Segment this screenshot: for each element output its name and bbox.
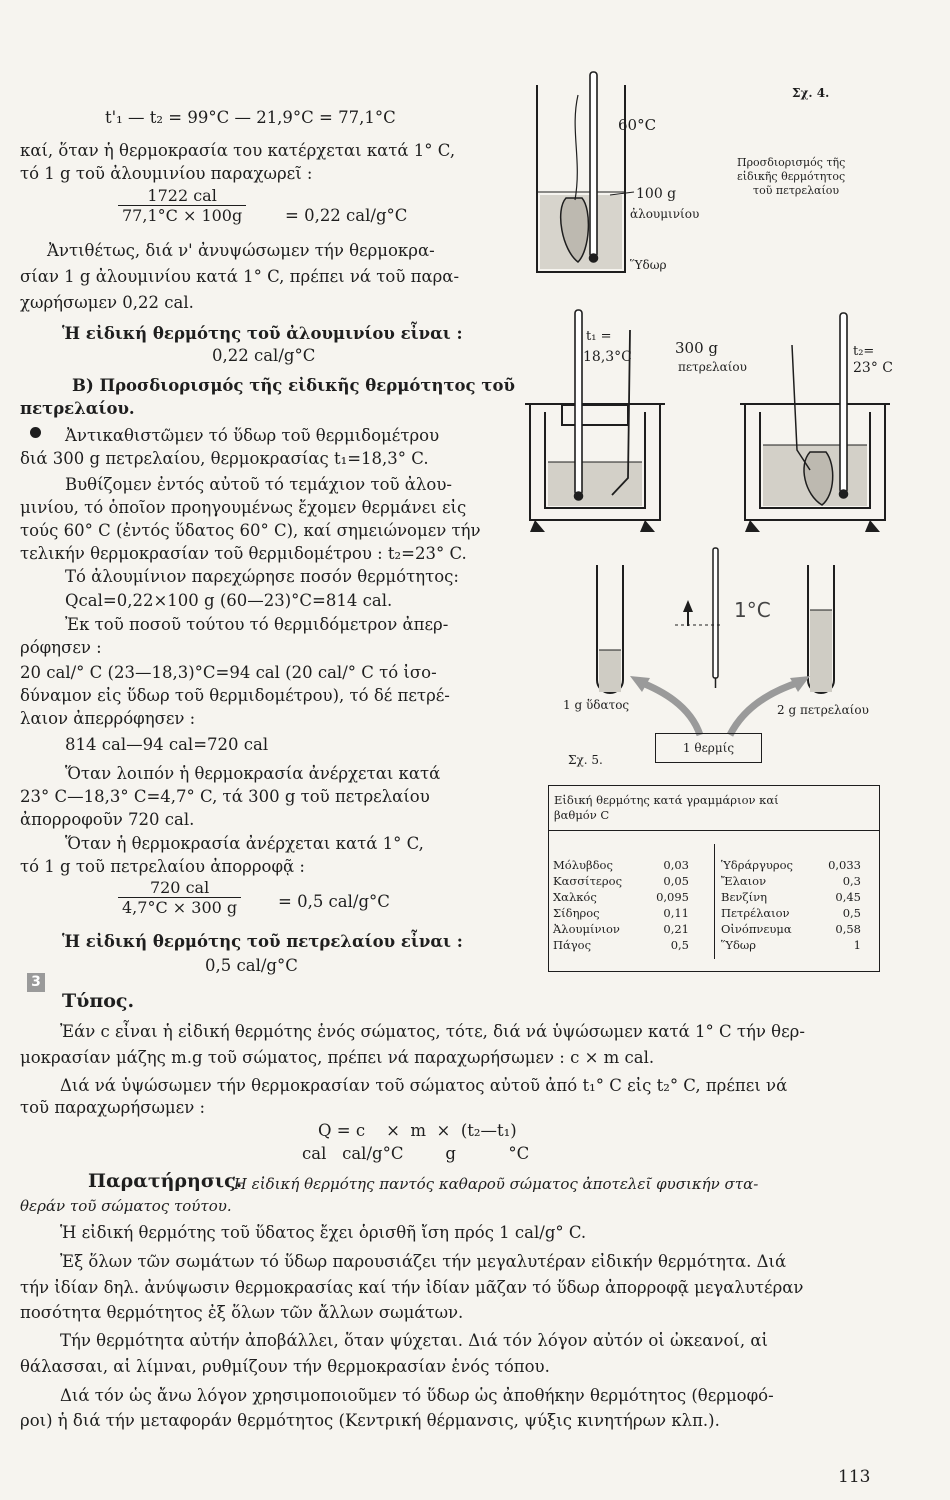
result-heading: Ἡ εἰδική θερμότης τοῦ πετρελαίου εἶναι : [62,932,463,951]
water-label: Ὕδωρ [630,258,667,272]
paragraph-line: Ἐξ ὅλων τῶν σωμάτων τό ὕδωρ παρουσιάζει τήν μεγαλυτέραν εἰδικήν θερμότητα. Διά [60,1252,787,1271]
table-cell-value: 0,11 [663,906,689,920]
section-number-badge: 3 [27,973,45,992]
result-value: 0,22 cal/g°C [212,346,316,365]
paragraph-line: τήν ἰδίαν δηλ. ἀνύψωσιν θερμοκρασίας καί τήν ἰδίαν μᾶζαν τό ὕδωρ ἀπορροφᾷ μεγαλυτέραν [20,1278,804,1297]
equation-temp-difference: t'₁ — t₂ = 99°C — 21,9°C = 77,1°C [105,108,396,127]
table-cell-name: Χαλκός [553,890,597,904]
formula: Q = c × m × (t₂—t₁) [318,1121,517,1140]
paragraph-line: Ἀντικαθιστῶμεν τό ὕδωρ τοῦ θερμιδομέτρου [65,426,440,445]
paragraph-line: τοῦ παραχωρήσωμεν : [20,1098,206,1117]
result-value: 0,5 cal/g°C [205,956,298,975]
formula-units: cal cal/g°C g °C [302,1144,530,1163]
table-cell-name: Οἰνόπνευμα [721,922,792,936]
table-cell-name: Ὕδωρ [721,938,757,952]
water-tube-label: 1 g ὕδατος [563,698,630,712]
fraction-result: = 0,22 cal/g°C [285,206,408,225]
paragraph-line: σίαν 1 g ἀλουμινίου κατά 1° C, πρέπει νά τοῦ παρα- [20,267,460,286]
table-cell-value: 0,3 [842,874,861,888]
paragraph-line: Διά νά ὑψώσωμεν τήν θερμοκρασίαν τοῦ σώματος αὐτοῦ ἀπό t₁° C εἰς t₂° C, πρέπει νά [60,1076,788,1095]
up-arrow-icon [683,600,693,626]
table-cell-value: 0,033 [828,858,861,872]
petroleum-label: πετρελαίου [678,360,747,374]
specific-heat-table [548,785,880,972]
paragraph-line: Ἐκ τοῦ ποσοῦ τούτου τό θερμιδόμετρον ἀπερ- [65,615,449,634]
fraction-denominator: 4,7°C × 300 g [122,898,238,917]
fraction-numerator: 720 cal [118,878,241,898]
mass-label: 100 g [636,186,677,202]
page-number: 113 [838,1467,871,1487]
paragraph-line: ποσότητα θερμότητος ἐξ ὅλων τῶν ἄλλων σωμάτων. [20,1303,464,1322]
t1-label: t₁ = [586,329,612,344]
table-cell-value: 0,03 [663,858,689,872]
section-3-title: Τύπος. [62,990,135,1012]
figure-4-caption: Προσδιορισμός τῆς [737,156,846,169]
figure-4-caption: εἰδικῆς θερμότητος [737,170,846,183]
table-title: βαθμόν C [554,808,610,822]
t2-label: t₂= [853,344,875,359]
paragraph-line: Τήν θερμότητα αὐτήν ἀποβάλλει, ὅταν ψύχεται. Διά τόν λόγον αὐτόν οἱ ὠκεανοί, αἱ [60,1331,768,1350]
paragraph-line: λαιον ἀπερρόφησεν : [20,709,196,728]
paragraph-line: ροι) ἡ διά τήν μεταφοράν θερμότητος (Κεντρική θέρμανσις, ψύξις κινητήρων κλπ.). [20,1411,720,1430]
paragraph-line: Ἡ εἰδική θερμότης τοῦ ὕδατος ἔχει ὁρισθῆ ἴση πρός 1 cal/g° C. [60,1223,587,1242]
paragraph-line: θάλασσαι, αἱ λίμναι, ρυθμίζουν τήν θερμοκρασίαν ἑνός τόπου. [20,1357,550,1376]
t2-value: 23° C [853,360,893,376]
fraction-petroleum [118,878,241,917]
paragraph-line: χωρήσωμεν 0,22 cal. [20,293,194,312]
mass-label: 300 g [675,339,719,357]
paragraph-line: Ἀντιθέτως, διά ν' ἀνυψώσωμεν τήν θερμοκρα- [47,241,435,260]
remark-title: Παρατήρησις. [88,1170,243,1192]
equation-heat-given: Qcal=0,22×100 g (60—23)°C=814 cal. [65,591,393,610]
test-tube-water [597,565,623,693]
figure-4-label: Σχ. 4. [792,86,830,100]
paragraph-line: Ὅταν ἡ θερμοκρασία ἀνέρχεται κατά 1° C, [65,834,424,853]
paragraph-line: μοκρασίαν μάζης m.g τοῦ σώματος, πρέπει νά παραχωρήσωμεν : c × m cal. [20,1048,655,1067]
table-cell-name: Κασσίτερος [553,874,623,888]
table-cell-name: Μόλυβδος [553,858,613,872]
paragraph-line: τό 1 g τοῦ ἀλουμινίου παραχωρεῖ : [20,164,313,183]
remark-italic: θεράν τοῦ σώματος τούτου. [20,1197,232,1215]
table-cell-value: 0,5 [670,938,689,952]
table-cell-name: Πετρέλαιον [721,906,790,920]
t1-value: 18,3°C [583,349,632,365]
table-header [549,786,879,831]
table-cell-value: 0,05 [663,874,689,888]
result-heading: Ἡ εἰδική θερμότης τοῦ ἀλουμινίου εἶναι : [62,324,463,343]
section-b-heading-cont: πετρελαίου. [20,399,135,418]
aluminium-label: ἀλουμινίου [630,207,700,221]
table-col-divider [714,844,715,959]
paragraph-line: 23° C—18,3° C=4,7° C, τά 300 g τοῦ πετρελαίου [20,787,430,806]
paragraph-line: Διά τόν ὡς ἄνω λόγον χρησιμοποιοῦμεν τό ὕδωρ ὡς ἀποθήκην θερμότητος (θερμοφό- [60,1386,774,1405]
paragraph-line: Τό ἀλουμίνιον παρεχώρησε ποσόν θερμότητος: [65,567,459,586]
paragraph-line: Ὅταν λοιπόν ἡ θερμοκρασία ἀνέρχεται κατά [65,764,441,783]
paragraph-line: Ἐάν c εἶναι ἡ εἰδική θερμότης ἑνός σώματος, τότε, διά νά ὑψώσωμεν κατά 1° C τήν θερ- [60,1022,805,1041]
paragraph-line: μινίου, τό ὁποῖον προηγουμένως ἔχομεν θερμάνει εἰς [20,498,467,517]
section-b-heading: Β) Προσδιορισμός τῆς εἰδικῆς θερμότητος τοῦ [72,376,515,395]
curved-arrow-left [640,682,700,735]
table-cell-name: Πάγος [553,938,592,952]
paragraph-line: τελικήν θερμοκρασίαν τοῦ θερμιδομέτρου : t₂=23° C. [20,544,467,563]
calorie-box: 1 θερμίς [655,733,762,763]
figure-4-caption: τοῦ πετρελαίου [753,184,840,197]
petroleum-tube-label: 2 g πετρελαίου [777,703,869,717]
paragraph-line: Βυθίζομεν ἐντός αὐτοῦ τό τεμάχιον τοῦ ἀλου- [65,475,452,494]
test-tube-petroleum [808,565,834,693]
table-cell-value: 0,21 [663,922,689,936]
paragraph-line: καί, ὅταν ἡ θερμοκρασία του κατέρχεται κατά 1° C, [20,141,456,160]
paragraph-line: ἀπορροφοῦν 720 cal. [20,810,195,829]
paragraph-line: τό 1 g τοῦ πετρελαίου ἀπορροφᾷ : [20,857,305,876]
table-cell-name: Ἔλαιον [721,874,767,888]
table-cell-value: 0,45 [835,890,861,904]
table-cell-value: 0,58 [835,922,861,936]
table-cell-value: 1 [853,938,861,952]
temperature-label: 60°C [618,116,657,134]
equation-heat-absorbed: 814 cal—94 cal=720 cal [65,735,269,754]
figure-5-label: Σχ. 5. [568,753,603,767]
fraction-numerator: 1722 cal [118,186,246,206]
one-degree-label: 1°C [734,598,771,622]
paragraph-line: διά 300 g πετρελαίου, θερμοκρασίας t₁=18,3° C. [20,449,429,468]
fraction-denominator: 77,1°C × 100g [122,206,243,225]
table-cell-name: Ὑδράργυρος [721,858,793,872]
table-cell-name: Βενζίνη [721,890,768,904]
paragraph-line: 20 cal/° C (23—18,3)°C=94 cal (20 cal/° C τό ἰσο- [20,663,437,682]
table-cell-value: 0,095 [656,890,689,904]
table-cell-name: Σίδηρος [553,906,600,920]
paragraph-line: ρόφησεν : [20,638,102,657]
fraction-result: = 0,5 cal/g°C [278,892,390,911]
table-title: Εἰδική θερμότης κατά γραμμάριον καί [554,793,779,807]
table-cell-value: 0,5 [842,906,861,920]
paragraph-line: δύναμον εἰς ὕδωρ τοῦ θερμιδομέτρου), τό δέ πετρέ- [20,686,450,705]
table-cell-name: Ἀλουμίνιον [553,922,620,936]
paragraph-line: τούς 60° C (ἐντός ὕδατος 60° C), καί σημειώνομεν τήν [20,521,481,540]
remark-italic: Ἡ εἰδική θερμότης παντός καθαροῦ σώματος ἀποτελεῖ φυσικήν στα- [232,1175,759,1193]
thermometer-icon [713,548,718,688]
